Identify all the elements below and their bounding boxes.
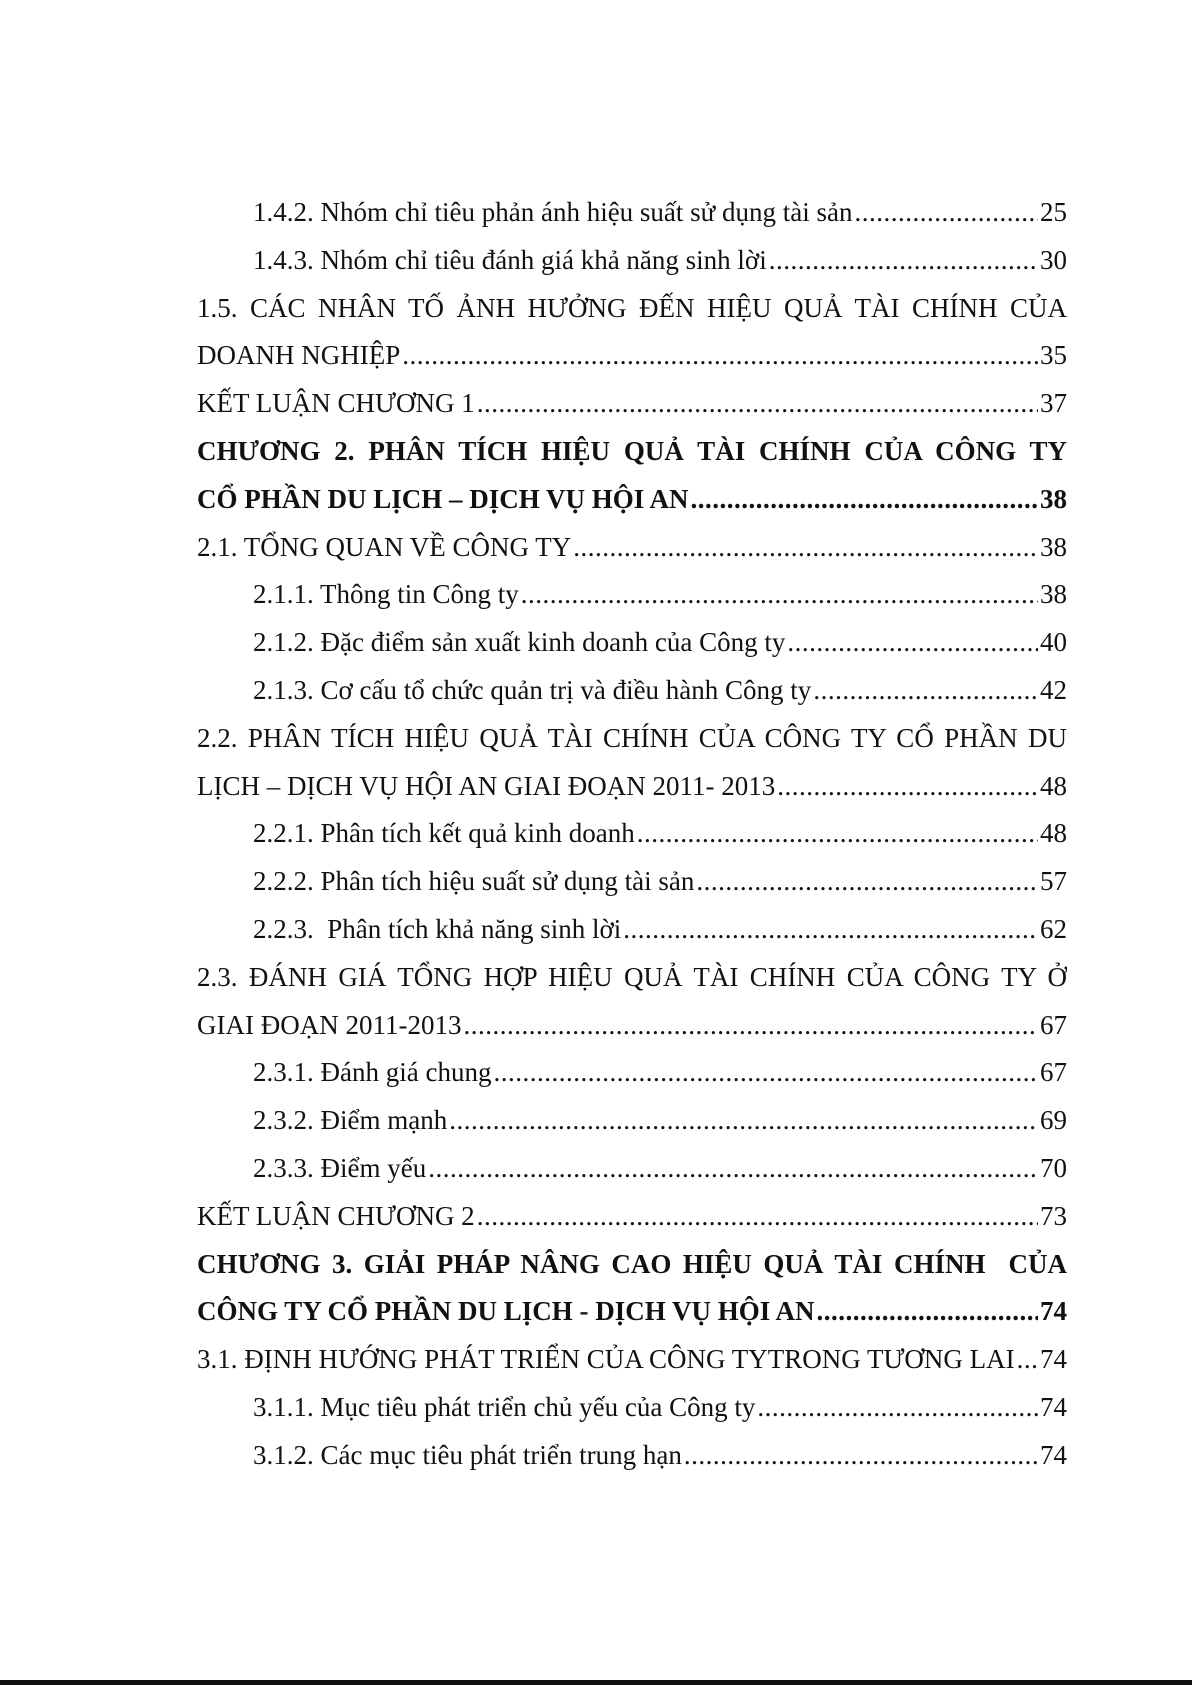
toc-entry-2-2-line2[interactable] <box>197 763 1067 811</box>
dot-leader <box>637 810 1038 858</box>
toc-entry-page: 48 <box>1040 818 1067 849</box>
toc-chapter-2-line2[interactable] <box>197 476 1067 524</box>
toc-entry-page: 67 <box>1040 1057 1067 1088</box>
toc-entry-page: 38 <box>1040 483 1067 514</box>
toc-entry-page: 25 <box>1040 197 1067 227</box>
toc-entry-page: 40 <box>1040 627 1067 658</box>
toc-entry-title: 2.2.2. Phân tích hiệu suất sử dụng tài sản <box>253 866 695 897</box>
toc-entry-ket-luan-1[interactable] <box>197 380 1067 428</box>
toc-entry-3-1-2[interactable] <box>197 1432 1067 1480</box>
toc-entry-2-2-2[interactable] <box>197 858 1067 906</box>
page-bottom-edge <box>0 1680 1192 1685</box>
toc-entry-1-5-line1[interactable]: 1.5. CÁC NHÂN TỐ ẢNH HƯỞNG ĐẾN HIỆU QUẢ TÀI CHÍNH CỦA <box>197 292 1067 323</box>
toc-entry-page: 57 <box>1040 866 1067 897</box>
toc-entry-title: 2.1.3. Cơ cấu tổ chức quản trị và điều hành Công ty <box>253 674 812 705</box>
dot-leader <box>757 1384 1038 1432</box>
dot-leader <box>463 1002 1038 1050</box>
toc-entry-page: 74 <box>1040 1391 1067 1422</box>
toc-entry-page: 62 <box>1040 913 1067 944</box>
dot-leader <box>521 571 1038 619</box>
dot-leader <box>428 1145 1038 1193</box>
toc-entry-page: 74 <box>1040 1296 1067 1327</box>
toc-entry-ket-luan-2[interactable] <box>197 1193 1067 1241</box>
toc-entry-page: 35 <box>1040 340 1067 371</box>
toc-entry-2-1-3[interactable] <box>197 667 1067 715</box>
dot-leader <box>402 332 1038 380</box>
table-of-contents <box>197 189 1067 1480</box>
toc-entry-page: 74 <box>1040 1439 1067 1470</box>
toc-entry-title: CÔNG TY CỔ PHẦN DU LỊCH - DỊCH VỤ HỘI AN <box>197 1296 815 1327</box>
toc-entry-title: 1.4.2. Nhóm chỉ tiêu phản ánh hiệu suất sử dụng tài sản <box>253 197 853 227</box>
toc-entry-title: KẾT LUẬN CHƯƠNG 1 <box>197 388 475 419</box>
toc-entry-title: 3.1.2. Các mục tiêu phát triển trung hạn <box>253 1439 682 1470</box>
toc-entry-title: DOANH NGHIỆP <box>197 340 401 371</box>
toc-entry-3-1[interactable] <box>197 1336 1067 1384</box>
toc-entry-title: 3.1.1. Mục tiêu phát triển chủ yếu của Công ty <box>253 1391 756 1422</box>
toc-entry-2-1-2[interactable] <box>197 619 1067 667</box>
dot-leader <box>813 667 1038 715</box>
toc-entry-1-4-3[interactable] <box>197 237 1067 285</box>
dot-leader <box>855 189 1038 237</box>
toc-entry-2-3-2[interactable] <box>197 1097 1067 1145</box>
toc-entry-title: 2.1. TỔNG QUAN VỀ CÔNG TY <box>197 531 572 562</box>
toc-entry-title: 2.3.3. Điểm yếu <box>253 1152 427 1183</box>
dot-leader <box>493 1049 1038 1097</box>
toc-entry-2-3-line2[interactable] <box>197 1002 1067 1050</box>
dot-leader <box>777 763 1038 811</box>
toc-entry-title: 2.3.1. Đánh giá chung <box>253 1057 492 1088</box>
toc-entry-page: 48 <box>1040 770 1067 801</box>
toc-chapter-2-line1[interactable]: CHƯƠNG 2. PHÂN TÍCH HIỆU QUẢ TÀI CHÍNH CỦA CÔNG TY <box>197 435 1067 466</box>
toc-chapter-3-line2[interactable] <box>197 1288 1067 1336</box>
dot-leader <box>623 906 1038 954</box>
toc-entry-page: 70 <box>1040 1152 1067 1183</box>
toc-entry-page: 38 <box>1040 579 1067 610</box>
dot-leader <box>1017 1336 1038 1384</box>
toc-entry-2-3-line1[interactable]: 2.3. ĐÁNH GIÁ TỔNG HỢP HIỆU QUẢ TÀI CHÍNH CỦA CÔNG TY Ở <box>197 961 1067 992</box>
toc-entry-page: 69 <box>1040 1105 1067 1136</box>
toc-entry-1-4-2[interactable] <box>197 189 1067 237</box>
toc-entry-page: 73 <box>1040 1200 1067 1231</box>
toc-entry-title: GIAI ĐOẠN 2011-2013 <box>197 1009 462 1040</box>
dot-leader <box>691 476 1038 524</box>
toc-entry-1-5-line2[interactable] <box>197 332 1067 380</box>
toc-entry-title: 2.1.1. Thông tin Công ty <box>253 579 519 610</box>
dot-leader <box>696 858 1038 906</box>
toc-entry-page: 42 <box>1040 674 1067 705</box>
toc-entry-title: LỊCH – DỊCH VỤ HỘI AN GIAI ĐOẠN 2011- 2013 <box>197 770 776 801</box>
dot-leader <box>769 237 1038 285</box>
toc-entry-title: 1.4.3. Nhóm chỉ tiêu đánh giá khả năng sinh lời <box>253 244 767 275</box>
toc-entry-2-3-3[interactable] <box>197 1145 1067 1193</box>
toc-entry-page: 74 <box>1040 1344 1067 1375</box>
toc-chapter-3-line1[interactable]: CHƯƠNG 3. GIẢI PHÁP NÂNG CAO HIỆU QUẢ TÀI CHÍNH CỦA <box>197 1248 1067 1279</box>
toc-entry-page: 38 <box>1040 531 1067 562</box>
toc-entry-2-1-1[interactable] <box>197 571 1067 619</box>
dot-leader <box>787 619 1038 667</box>
toc-entry-title: KẾT LUẬN CHƯƠNG 2 <box>197 1200 475 1231</box>
toc-entry-title: 2.2.3. Phân tích khả năng sinh lời <box>253 913 622 944</box>
dot-leader <box>449 1097 1038 1145</box>
toc-entry-3-1-1[interactable] <box>197 1384 1067 1432</box>
toc-entry-2-1[interactable] <box>197 524 1067 572</box>
dot-leader <box>573 524 1038 572</box>
toc-entry-2-2-line1[interactable]: 2.2. PHÂN TÍCH HIỆU QUẢ TÀI CHÍNH CỦA CÔNG TY CỔ PHẦN DU <box>197 722 1067 753</box>
toc-entry-title: 3.1. ĐỊNH HƯỚNG PHÁT TRIỂN CỦA CÔNG TYTRONG TƯƠNG LAI <box>197 1344 1015 1375</box>
toc-entry-page: 37 <box>1040 388 1067 419</box>
toc-entry-title: CỔ PHẦN DU LỊCH – DỊCH VỤ HỘI AN <box>197 483 689 514</box>
toc-entry-page: 67 <box>1040 1009 1067 1040</box>
toc-entry-title: 2.1.2. Đặc điểm sản xuất kinh doanh của Công ty <box>253 627 786 658</box>
toc-entry-2-3-1[interactable] <box>197 1049 1067 1097</box>
toc-entry-2-2-3[interactable] <box>197 906 1067 954</box>
toc-entry-page: 30 <box>1040 244 1067 275</box>
dot-leader <box>817 1288 1038 1336</box>
toc-entry-title: 2.3.2. Điểm mạnh <box>253 1105 448 1136</box>
dot-leader <box>684 1432 1038 1480</box>
toc-entry-2-2-1[interactable] <box>197 810 1067 858</box>
dot-leader <box>477 380 1038 428</box>
toc-entry-title: 2.2.1. Phân tích kết quả kinh doanh <box>253 818 635 849</box>
dot-leader <box>477 1193 1038 1241</box>
